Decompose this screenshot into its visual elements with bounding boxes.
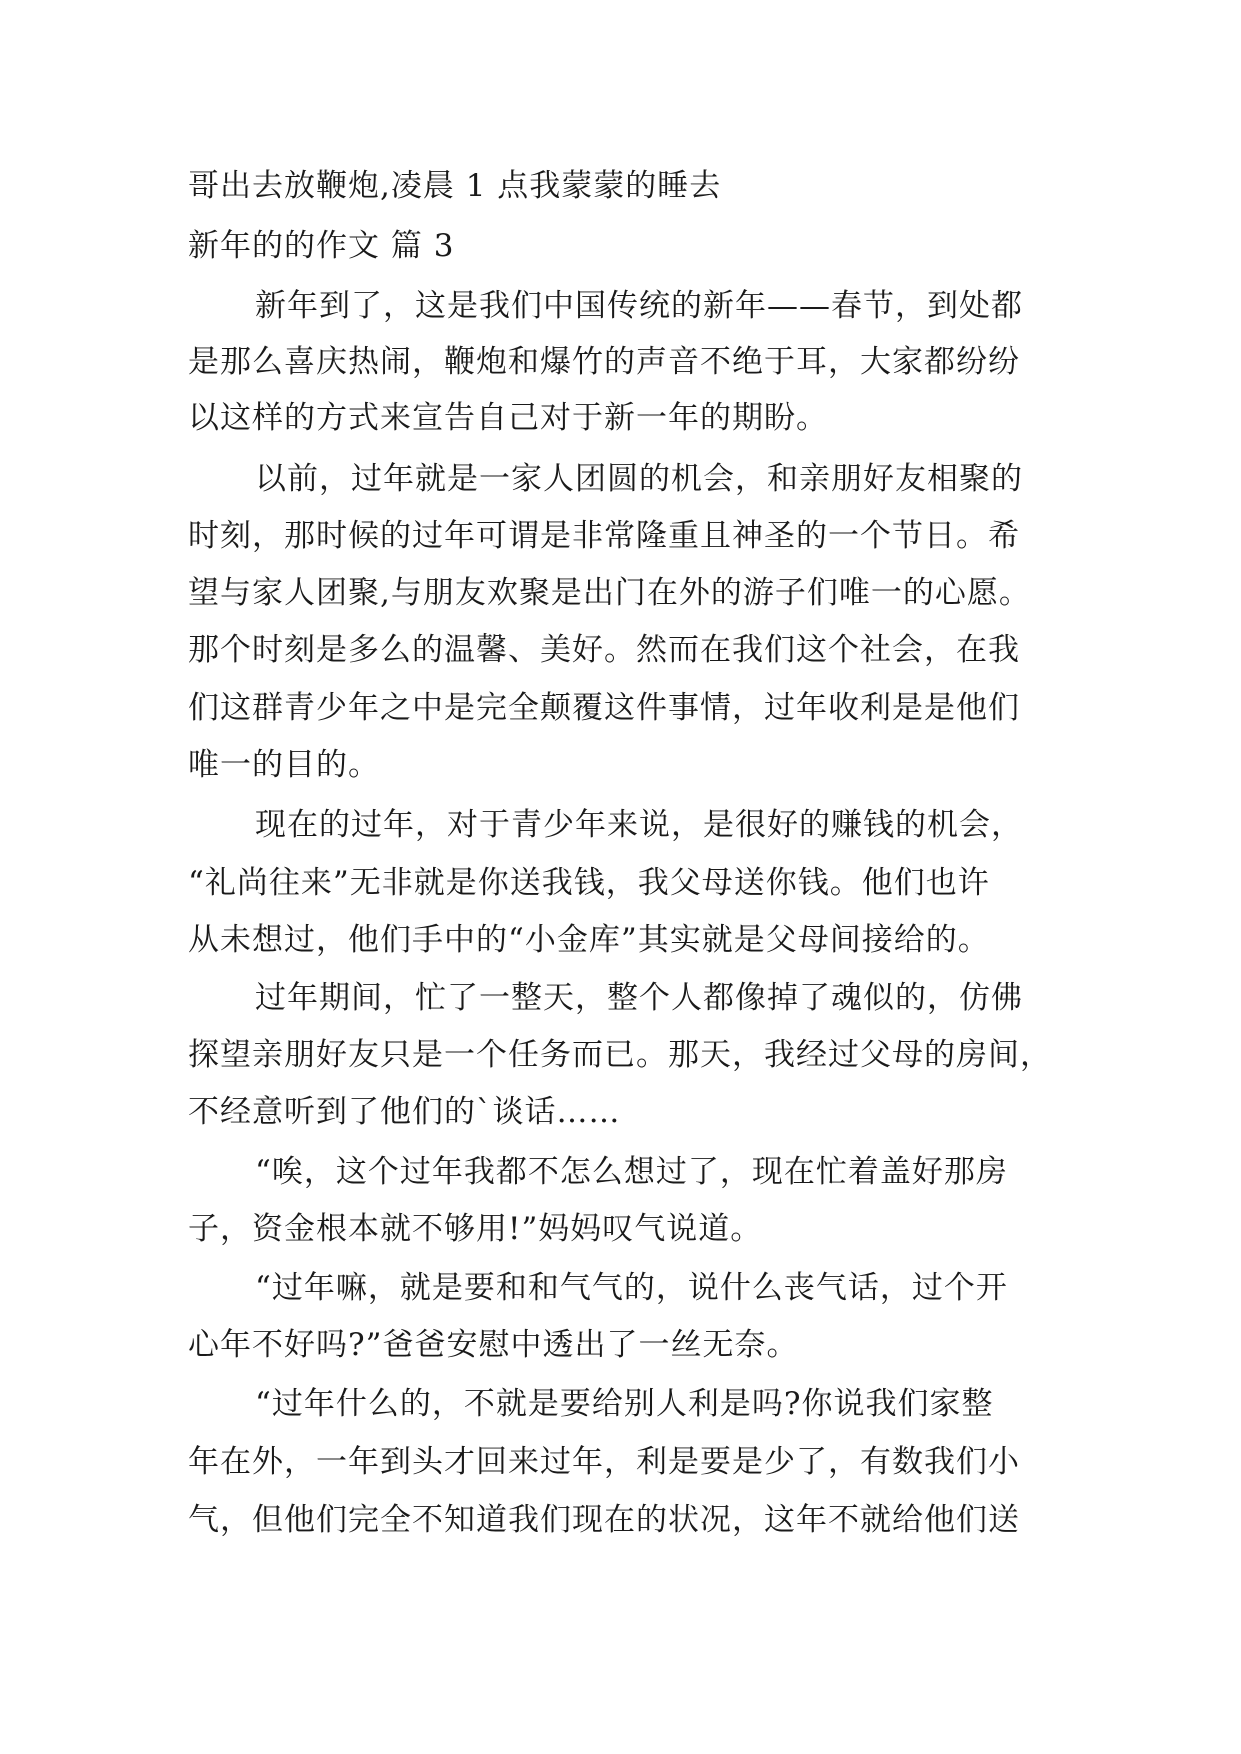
paragraph-line: 以这样的方式来宣告自己对于新一年的期盼。: [188, 400, 828, 436]
paragraph-line: “过年嘛，就是要和和气气的，说什么丧气话，过个开: [255, 1270, 1008, 1306]
paragraph-line: 新年到了，这是我们中国传统的新年——春节，到处都: [255, 288, 1023, 324]
paragraph-line: 望与家人团聚,与朋友欢聚是出门在外的游子们唯一的心愿。: [188, 575, 1031, 611]
paragraph-line: 时刻，那时候的过年可谓是非常隆重且神圣的一个节日。希: [188, 518, 1020, 554]
paragraph-line: 现在的过年，对于青少年来说，是很好的赚钱的机会，: [255, 807, 1023, 843]
paragraph-line: 探望亲朋好友只是一个任务而已。那天，我经过父母的房间，: [188, 1037, 1052, 1073]
paragraph-line: “过年什么的，不就是要给别人利是吗?你说我们家整: [255, 1386, 994, 1422]
paragraph-line: 年在外，一年到头才回来过年，利是要是少了，有数我们小: [188, 1444, 1020, 1480]
paragraph-line: 那个时刻是多么的温馨、美好。然而在我们这个社会，在我: [188, 632, 1020, 668]
paragraph-line: 从未想过，他们手中的“小金库”其实就是父母间接给的。: [188, 922, 990, 958]
paragraph-line: “唉，这个过年我都不怎么想过了，现在忙着盖好那房: [255, 1154, 1008, 1190]
paragraph-line: 是那么喜庆热闹，鞭炮和爆竹的声音不绝于耳，大家都纷纷: [188, 344, 1020, 380]
paragraph-line: “礼尚往来”无非就是你送我钱，我父母送你钱。他们也许: [188, 865, 990, 901]
section-heading: 新年的的作文 篇 3: [188, 228, 455, 264]
paragraph-line: 不经意听到了他们的`谈话……: [188, 1094, 621, 1130]
paragraph-line: 过年期间，忙了一整天，整个人都像掉了魂似的，仿佛: [255, 980, 1023, 1016]
paragraph-line: 唯一的目的。: [188, 747, 380, 783]
text-line: 哥出去放鞭炮,凌晨 1 点我蒙蒙的睡去: [188, 168, 722, 204]
paragraph-line: 气，但他们完全不知道我们现在的状况，这年不就给他们送: [188, 1502, 1020, 1538]
paragraph-line: 子，资金根本就不够用!”妈妈叹气说道。: [188, 1211, 763, 1247]
paragraph-line: 心年不好吗?”爸爸安慰中透出了一丝无奈。: [188, 1327, 799, 1363]
paragraph-line: 以前，过年就是一家人团圆的机会，和亲朋好友相聚的: [255, 461, 1023, 497]
paragraph-line: 们这群青少年之中是完全颠覆这件事情，过年收利是是他们: [188, 690, 1020, 726]
